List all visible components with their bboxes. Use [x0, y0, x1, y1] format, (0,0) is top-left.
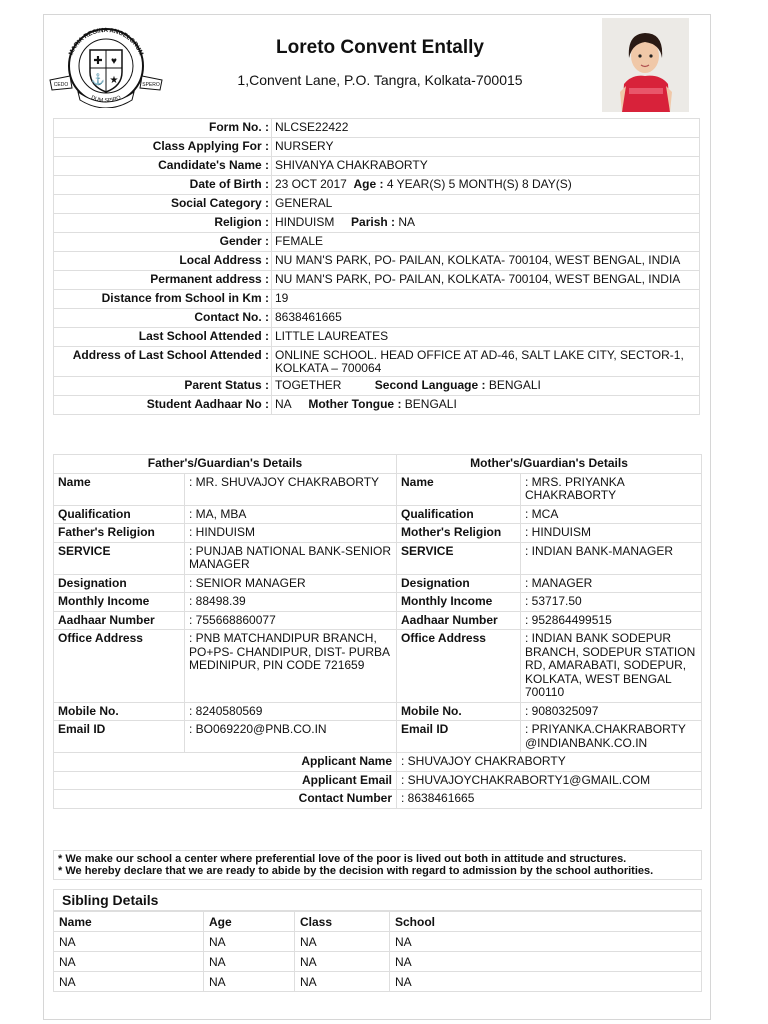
info-value-secondary: NA — [398, 215, 416, 229]
info-value-cell — [272, 176, 700, 195]
info-row — [54, 176, 700, 195]
info-label-secondary: Parish : — [351, 215, 396, 229]
info-label: Address of Last School Attended : — [54, 347, 272, 377]
info-value-cell — [272, 377, 700, 396]
applicant-label: Contact Number — [54, 790, 397, 809]
sibling-details-title: Sibling Details — [53, 889, 702, 911]
father-field-value: : 8240580569 — [185, 702, 397, 721]
note-line: * We hereby declare that we are ready to abide by the decision with regard to admission by the school authorities. — [58, 865, 654, 877]
mother-field-label: Designation — [397, 574, 521, 593]
info-value-cell — [272, 252, 700, 271]
sibling-row — [54, 952, 702, 972]
parents-details-table — [53, 454, 702, 809]
info-value: NU MAN'S PARK, PO- PAILAN, KOLKATA- 700104, WEST BENGAL, INDIA — [275, 253, 681, 267]
info-value-cell — [272, 290, 700, 309]
child-photo-icon — [602, 18, 689, 112]
parent-detail-row — [54, 721, 702, 753]
parent-detail-row — [54, 505, 702, 524]
info-value-secondary: 4 YEAR(S) 5 MONTH(S) 8 DAY(S) — [386, 177, 572, 191]
info-row — [54, 214, 700, 233]
svg-text:CEDO: CEDO — [53, 82, 69, 88]
mother-field-value: : MANAGER — [521, 574, 702, 593]
info-value: NURSERY — [275, 139, 334, 153]
info-row — [54, 290, 700, 309]
mother-field-label: Email ID — [397, 721, 521, 753]
info-row — [54, 195, 700, 214]
info-value: HINDUISM — [275, 215, 335, 229]
info-label: Permanent address : — [54, 271, 272, 290]
info-label: Last School Attended : — [54, 328, 272, 347]
info-value-cell — [272, 396, 700, 415]
school-address: 1,Convent Lane, P.O. Tangra, Kolkata-700015 — [237, 72, 523, 88]
sibling-cell: NA — [204, 952, 295, 972]
sibling-cell: NA — [295, 972, 390, 992]
info-value: NU MAN'S PARK, PO- PAILAN, KOLKATA- 700104, WEST BENGAL, INDIA — [275, 272, 681, 286]
info-row — [54, 347, 700, 377]
info-value: LITTLE LAUREATES — [275, 329, 389, 343]
info-value-cell — [272, 347, 700, 377]
info-row — [54, 309, 700, 328]
sibling-cell: NA — [54, 952, 204, 972]
info-label: Form No. : — [54, 119, 272, 138]
father-field-label: Mobile No. — [54, 702, 185, 721]
info-value-cell — [272, 157, 700, 176]
info-label-secondary: Age : — [353, 177, 384, 191]
father-field-value: : BO069220@PNB.CO.IN — [185, 721, 397, 753]
info-row — [54, 157, 700, 176]
sibling-row — [54, 972, 702, 992]
info-row — [54, 328, 700, 347]
svg-text:⚓: ⚓ — [91, 74, 105, 86]
info-label: Gender : — [54, 233, 272, 252]
father-field-value: : 755668860077 — [185, 611, 397, 630]
info-row — [54, 119, 700, 138]
applicant-label: Applicant Email — [54, 771, 397, 790]
father-field-label: Name — [54, 473, 185, 505]
info-value: 8638461665 — [275, 310, 342, 324]
info-label: Distance from School in Km : — [54, 290, 272, 309]
father-field-value: : SENIOR MANAGER — [185, 574, 397, 593]
parent-detail-row — [54, 702, 702, 721]
mother-field-value: : MRS. PRIYANKA CHAKRABORTY — [521, 473, 702, 505]
svg-text:SPERO: SPERO — [142, 82, 160, 88]
mother-header: Mother's/Guardian's Details — [397, 455, 702, 474]
info-row — [54, 233, 700, 252]
sibling-cell: NA — [295, 932, 390, 952]
mother-field-label: Qualification — [397, 505, 521, 524]
info-row — [54, 271, 700, 290]
sibling-table — [53, 911, 702, 992]
applicant-row — [54, 753, 702, 772]
mother-field-label: Mobile No. — [397, 702, 521, 721]
mother-field-label: Office Address — [397, 630, 521, 703]
mother-field-label: Aadhaar Number — [397, 611, 521, 630]
note-line: * We make our school a center where preferential love of the poor is lived out both in attitude and structures. — [58, 853, 627, 865]
spacer — [292, 397, 309, 411]
sibling-cell: NA — [204, 972, 295, 992]
info-value: NLCSE22422 — [275, 120, 349, 134]
mother-field-label: Monthly Income — [397, 593, 521, 612]
parent-detail-row — [54, 611, 702, 630]
svg-text:MARIA REGINA ANGELORUM: MARIA REGINA ANGELORUM — [67, 26, 145, 57]
applicant-row — [54, 771, 702, 790]
info-value-cell — [272, 195, 700, 214]
info-label-secondary: Mother Tongue : — [308, 397, 402, 411]
parent-detail-row — [54, 630, 702, 703]
father-header: Father's/Guardian's Details — [54, 455, 397, 474]
info-value: 19 — [275, 291, 289, 305]
svg-text:♥: ♥ — [111, 56, 117, 67]
sibling-cell: NA — [54, 972, 204, 992]
svg-text:✚: ✚ — [93, 55, 103, 67]
info-value-cell — [272, 309, 700, 328]
mother-field-label: Name — [397, 473, 521, 505]
spacer — [341, 378, 374, 392]
info-value-cell — [272, 271, 700, 290]
info-row — [54, 396, 700, 415]
father-field-label: Aadhaar Number — [54, 611, 185, 630]
father-field-label: Office Address — [54, 630, 185, 703]
parent-detail-row — [54, 574, 702, 593]
info-value-cell — [272, 214, 700, 233]
father-field-value: : HINDUISM — [185, 524, 397, 543]
sibling-column-header: School — [390, 912, 702, 932]
mother-field-value: : 53717.50 — [521, 593, 702, 612]
father-field-label: Qualification — [54, 505, 185, 524]
info-row — [54, 138, 700, 157]
parents-header-row — [54, 455, 702, 474]
parent-detail-row — [54, 593, 702, 612]
school-name: Loreto Convent Entally — [276, 37, 484, 58]
parent-detail-row — [54, 542, 702, 574]
sibling-cell: NA — [204, 932, 295, 952]
father-field-value: : PNB MATCHANDIPUR BRANCH, PO+PS- CHANDIPUR, DIST- PURBA MEDINIPUR, PIN CODE 721659 — [185, 630, 397, 703]
info-label: Class Applying For : — [54, 138, 272, 157]
parent-detail-row — [54, 524, 702, 543]
info-label: Candidate's Name : — [54, 157, 272, 176]
father-field-value: : MA, MBA — [185, 505, 397, 524]
svg-text:★: ★ — [109, 75, 119, 86]
mother-field-value: : INDIAN BANK SODEPUR BRANCH, SODEPUR STATION RD, AMARABATI, SODEPUR, KOLKATA, WEST BENGAL 700110 — [521, 630, 702, 703]
mother-field-label: Mother's Religion — [397, 524, 521, 543]
info-value: TOGETHER — [275, 378, 342, 392]
father-field-value: : PUNJAB NATIONAL BANK-SENIOR MANAGER — [185, 542, 397, 574]
info-label: Religion : — [54, 214, 272, 233]
mother-field-value: : 9080325097 — [521, 702, 702, 721]
father-field-label: Father's Religion — [54, 524, 185, 543]
sibling-column-header: Name — [54, 912, 204, 932]
applicant-value: : SHUVAJOY CHAKRABORTY — [397, 753, 702, 772]
parent-detail-row — [54, 473, 702, 505]
sibling-row — [54, 932, 702, 952]
info-row — [54, 252, 700, 271]
info-value-cell — [272, 233, 700, 252]
info-label: Parent Status : — [54, 377, 272, 396]
applicant-label: Applicant Name — [54, 753, 397, 772]
father-field-label: Monthly Income — [54, 593, 185, 612]
applicant-value: : 8638461665 — [397, 790, 702, 809]
info-value-cell — [272, 119, 700, 138]
sibling-cell: NA — [390, 972, 702, 992]
info-value-secondary: BENGALI — [404, 397, 457, 411]
school-crest-icon — [48, 24, 164, 108]
info-value: FEMALE — [275, 234, 324, 248]
info-value: SHIVANYA CHAKRABORTY — [275, 158, 428, 172]
father-field-label: SERVICE — [54, 542, 185, 574]
info-value: NA — [275, 397, 292, 411]
mother-field-value: : MCA — [521, 505, 702, 524]
candidate-info-table — [53, 118, 700, 415]
applicant-value: : SHUVAJOYCHAKRABORTY1@GMAIL.COM — [397, 771, 702, 790]
info-label: Contact No. : — [54, 309, 272, 328]
sibling-cell: NA — [54, 932, 204, 952]
sibling-column-header: Age — [204, 912, 295, 932]
svg-text:DUM SPIRO: DUM SPIRO — [90, 94, 122, 105]
spacer — [334, 215, 351, 229]
sibling-column-header: Class — [295, 912, 390, 932]
father-field-label: Designation — [54, 574, 185, 593]
applicant-row — [54, 790, 702, 809]
mother-field-value: : HINDUISM — [521, 524, 702, 543]
info-label-secondary: Second Language : — [374, 378, 486, 392]
mother-field-label: SERVICE — [397, 542, 521, 574]
mother-field-value: : 952864499515 — [521, 611, 702, 630]
info-label: Date of Birth : — [54, 176, 272, 195]
sibling-cell: NA — [295, 952, 390, 972]
spacer — [347, 177, 354, 191]
father-field-value: : 88498.39 — [185, 593, 397, 612]
info-value: 23 OCT 2017 — [275, 177, 347, 191]
father-field-value: : MR. SHUVAJOY CHAKRABORTY — [185, 473, 397, 505]
sibling-header-row — [54, 912, 702, 932]
info-value-cell — [272, 328, 700, 347]
info-value: ONLINE SCHOOL. HEAD OFFICE AT AD-46, SALT LAKE CITY, SECTOR-1, KOLKATA – 700064 — [275, 348, 684, 375]
mother-field-value: : PRIYANKA.CHAKRABORTY @INDIANBANK.CO.IN — [521, 721, 702, 753]
sibling-cell: NA — [390, 932, 702, 952]
info-label: Student Aadhaar No : — [54, 396, 272, 415]
info-label: Local Address : — [54, 252, 272, 271]
info-value-secondary: BENGALI — [488, 378, 541, 392]
info-label: Social Category : — [54, 195, 272, 214]
mother-field-value: : INDIAN BANK-MANAGER — [521, 542, 702, 574]
info-value-cell — [272, 138, 700, 157]
info-row — [54, 377, 700, 396]
sibling-cell: NA — [390, 952, 702, 972]
father-field-label: Email ID — [54, 721, 185, 753]
info-value: GENERAL — [275, 196, 333, 210]
declaration-notes — [53, 850, 702, 880]
